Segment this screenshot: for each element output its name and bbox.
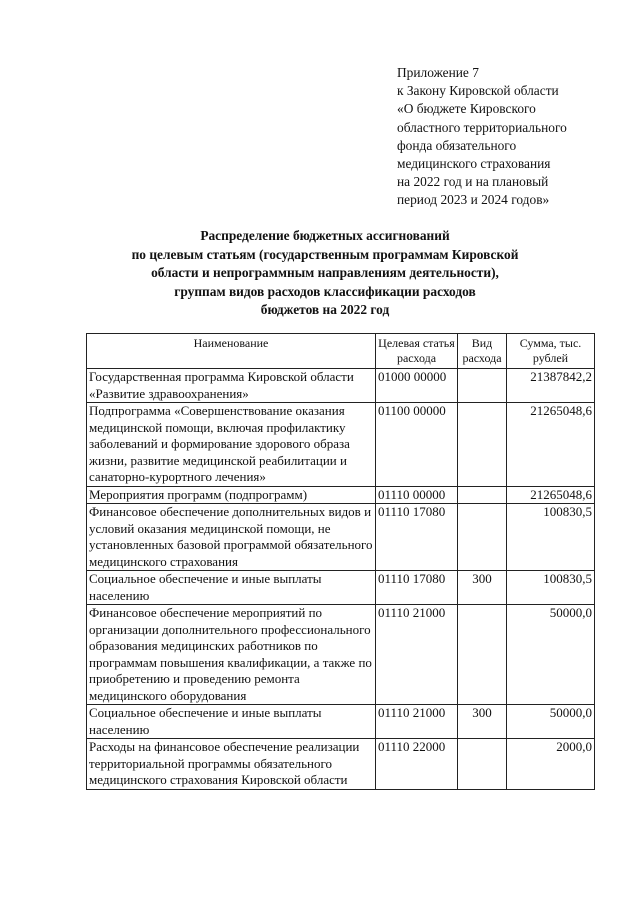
row-type xyxy=(458,486,507,504)
row-sum: 50000,0 xyxy=(507,705,595,739)
row-sum: 21387842,2 xyxy=(507,369,595,403)
table-row xyxy=(87,571,595,605)
row-type xyxy=(458,369,507,403)
row-name: Государственная программа Кировской области «Развитие здравоохранения» xyxy=(87,369,376,403)
header-code: Целевая статья расхода xyxy=(376,334,458,369)
title-line: области и непрограммным направлениям деятельности), xyxy=(151,265,499,281)
row-type xyxy=(458,605,507,705)
title-line: по целевым статьям (государственным программам Кировской xyxy=(131,246,519,262)
row-sum: 100830,5 xyxy=(507,571,595,605)
header-name: Наименование xyxy=(87,334,376,369)
appendix-line: «О бюджете Кировского xyxy=(397,101,536,117)
appendix-line: областного территориального xyxy=(397,119,567,135)
title-line: бюджетов на 2022 год xyxy=(260,302,390,318)
table-row xyxy=(87,403,595,487)
row-code: 01110 21000 xyxy=(376,605,458,705)
row-code: 01110 00000 xyxy=(376,486,458,504)
row-name: Социальное обеспечение и иные выплаты населению xyxy=(87,705,376,739)
table-row xyxy=(87,739,595,790)
row-code: 01100 00000 xyxy=(376,403,458,487)
row-type: 300 xyxy=(458,705,507,739)
row-type xyxy=(458,739,507,790)
appendix-line: период 2023 и 2024 годов» xyxy=(397,192,550,208)
row-type xyxy=(458,403,507,487)
row-name: Финансовое обеспечение мероприятий по организации дополнительного профессионального образования медицинских работников по программам повышения квалификации, а также по приобретению и проведению ремонта медицинского оборудования xyxy=(87,605,376,705)
title-line: Распределение бюджетных ассигнований xyxy=(200,228,450,243)
title-line: группам видов расходов классификации расходов xyxy=(174,283,476,299)
row-code: 01110 17080 xyxy=(376,504,458,571)
header-sum: Сумма, тыс. рублей xyxy=(507,334,595,369)
row-code: 01110 22000 xyxy=(376,739,458,790)
table-row xyxy=(87,486,595,504)
row-name: Расходы на финансовое обеспечение реализации территориальной программы обязательного медицинского страхования Кировской области xyxy=(87,739,376,790)
appendix-line: медицинского страхования xyxy=(397,156,551,172)
row-type: 300 xyxy=(458,571,507,605)
row-sum: 2000,0 xyxy=(507,739,595,790)
appendix-line: на 2022 год и на плановый xyxy=(397,174,549,190)
row-sum: 50000,0 xyxy=(507,605,595,705)
appendix-line: Приложение 7 xyxy=(397,65,479,80)
row-name: Финансовое обеспечение дополнительных видов и условий оказания медицинской помощи, не установленных базовой программой обязательного медицинского страхования xyxy=(87,504,376,571)
table-header-row xyxy=(87,334,595,369)
document-title xyxy=(60,227,590,320)
row-code: 01110 21000 xyxy=(376,705,458,739)
row-sum: 21265048,6 xyxy=(507,486,595,504)
appendix-line: к Закону Кировской области xyxy=(397,83,559,99)
row-sum: 100830,5 xyxy=(507,504,595,571)
row-name: Мероприятия программ (подпрограмм) xyxy=(87,486,376,504)
row-code: 01000 00000 xyxy=(376,369,458,403)
appendix-block xyxy=(397,64,622,210)
row-sum: 21265048,6 xyxy=(507,403,595,487)
table-row xyxy=(87,705,595,739)
row-code: 01110 17080 xyxy=(376,571,458,605)
row-type xyxy=(458,504,507,571)
header-type: Вид расхода xyxy=(458,334,507,369)
row-name: Подпрограмма «Совершенствование оказания медицинской помощи, включая профилактику заболеваний и формирование здорового образа жизни, развитие медицинской реабилитации и санаторно-курортного лечения» xyxy=(87,403,376,487)
budget-table xyxy=(86,333,595,790)
appendix-line: фонда обязательного xyxy=(397,137,517,153)
row-name: Социальное обеспечение и иные выплаты населению xyxy=(87,571,376,605)
table-row xyxy=(87,605,595,705)
table-row xyxy=(87,504,595,571)
table-row xyxy=(87,369,595,403)
